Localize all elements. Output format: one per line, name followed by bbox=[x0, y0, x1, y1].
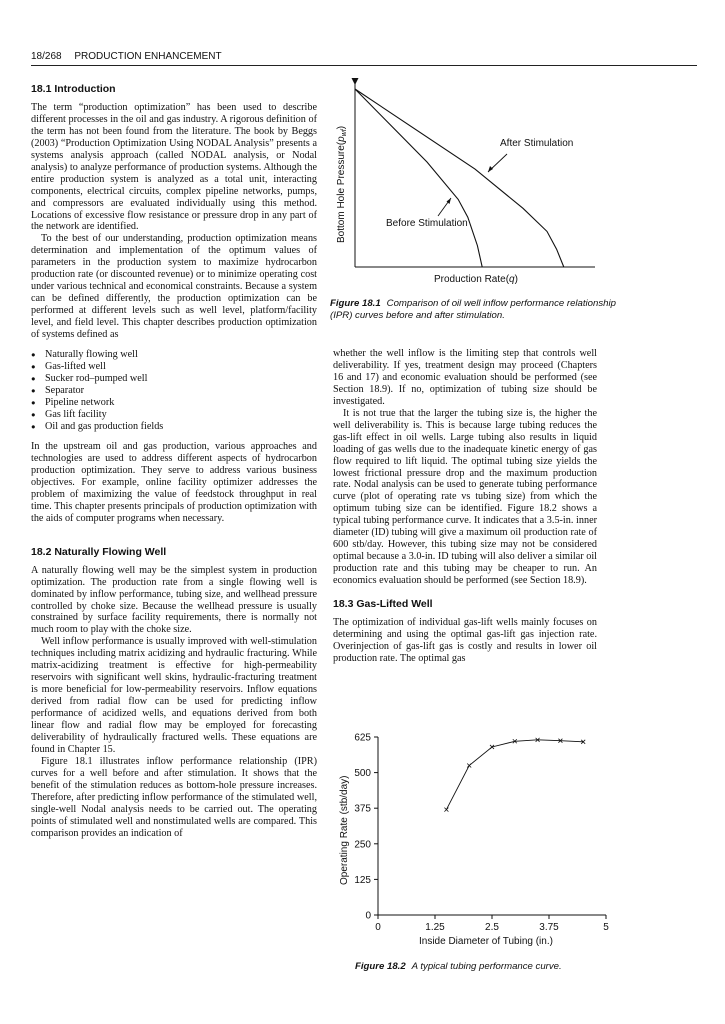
paragraph: To the best of our understanding, production optimization means determination and implementation of the optimum values of parameters in the production system to maximize hydrocarbon production rate (or discounted revenue) or to minimize operating cost under various technical and economical constraints. Because a system can be defined differently, the production optimization can be performed at different levels such as well level, platform/facility level, and field level. This chapter describes production optimization of systems defined as bbox=[31, 233, 317, 341]
list-item: ● Gas lift facility bbox=[31, 409, 317, 421]
x-axis-label: Inside Diameter of Tubing (in.) bbox=[419, 936, 553, 947]
axes bbox=[354, 733, 609, 934]
page-number: 18/268 bbox=[31, 51, 62, 62]
right-column bbox=[333, 348, 597, 665]
figure-18-1-chart bbox=[330, 78, 610, 290]
y-axis-label: Operating Rate (stb/day) bbox=[339, 775, 350, 885]
figure-18-2-caption bbox=[355, 961, 635, 973]
y-axis-label: Bottom Hole $Pressure(p_{wf})$ bbox=[336, 125, 348, 243]
y-tick-label: 375 bbox=[354, 803, 371, 815]
list-item: ● Separator bbox=[31, 385, 317, 397]
figure-label: Figure 18.1 bbox=[330, 298, 381, 309]
data-point bbox=[444, 808, 448, 812]
caption-text: Comparison of oil well inflow performance relationship (IPR) curves before and after stimulation. bbox=[330, 298, 616, 321]
list-item: ● Oil and gas production fields bbox=[31, 421, 317, 433]
bullet-list bbox=[31, 349, 317, 433]
arrowhead bbox=[488, 166, 493, 172]
figure-18-1-caption bbox=[330, 298, 630, 322]
figure-label: Figure 18.2 bbox=[355, 961, 406, 972]
paragraph: The term “production optimization” has been used to describe different processes in the oil and gas industry. A rigorous definition of the term has not been found from the literature. The book by Beggs (2003) “Production Optimization Using NODAL Analysis” presents a systems analysis approach (called NODAL analysis, or Nodal analysis) to analyze performance of production systems. Although the entire production system is analyzed as a total unit, interacting components, electrical circuits, complex pipeline networks, pumps, and compressors are evaluated individually using this method. Locations of excessive flow resistance or pressure drop in any part of the network are identified. bbox=[31, 101, 317, 233]
left-column bbox=[31, 84, 317, 840]
section-heading-naturally-flowing-well: 18.2 Naturally Flowing Well bbox=[31, 545, 167, 558]
paragraph: It is not true that the larger the tubing size is, the higher the well deliverability is. This is because large tubing reduces the gas-lift effect in oil wells. Large tubing also results in liquid loading of gas wells due to the inadequate kinetic energy of gas flow required to lift liquid. The optimal tubing size yields the lowest frictional pressure drop and the maximum production rate. Nodal analysis can be used to generate tubing performance curve (plot of operating rate vs tubing size) from which the optimum tubing size can be identified. Figure 18.2 shows a typical tubing performance curve. It indicates that a 3.5-in. inner diameter (ID) tubing will give a maximum oil production rate of 600 stb/day. However, this tubing size may not be considered optimal because a 3.0-in. ID tubing will also deliver a similar oil production rate and this tubing may be cheaper to run. An economics evaluation should be performed (see Section 18.9). bbox=[333, 407, 597, 587]
annotation-after-stimulation: After Stimulation bbox=[500, 138, 574, 149]
paragraph: In the upstream oil and gas production, various approaches and technologies are used to address different aspects of hydrocarbon production optimization. They serve to address various business objectives. For example, online facility optimizer addresses the problem of maximizing the value of feedstock throughput in real time. This chapter presents principals of production optimization with the aids of computer programs when necessary. bbox=[31, 441, 317, 524]
after-stimulation-curve bbox=[355, 89, 564, 267]
list-item: ● Gas-lifted well bbox=[31, 361, 317, 373]
caption-text: A typical tubing performance curve. bbox=[411, 961, 562, 972]
x-tick-label: 0 bbox=[375, 922, 381, 933]
paragraph: Figure 18.1 illustrates inflow performance relationship (IPR) curves for a well before and after stimulation. It shows that the benefit of the stimulation reduces as bottom-hole pressure increases. Therefore, after predicting inflow performance of the stimulated well, single-well Nodal analysis needs to be carried out. The operating points of stimulated well and nonstimulated wells are compared. This comparison provides an indication of bbox=[31, 755, 317, 839]
y-tick-label: 625 bbox=[354, 732, 371, 744]
operating-rate-line bbox=[446, 740, 583, 810]
series bbox=[444, 738, 585, 812]
x-axis-label: Production Rate(q) bbox=[434, 274, 518, 285]
section-heading-gas-lifted-well: 18.3 Gas-Lifted Well bbox=[333, 598, 433, 611]
paragraph: A naturally flowing well may be the simplest system in production optimization. The production rate from a single flowing well is dominated by inflow performance, tubing size, and wellhead pressure controlled by choke size. Because the wellhead pressure is usually constrained by surface facility requirements, there is normally not much room to play with the choke size. bbox=[31, 564, 317, 636]
paragraph: Well inflow performance is usually improved with well-stimulation techniques including matrix acidizing and hydraulic fracturing. While matrix-acidizing treatment is effective for high-permeability reservoirs with significant well skins, hydraulic-fracturing treatment is more beneficial for low-permeability reservoirs. Inflow equations derived from radial flow can be used for predicting inflow performance of acidized wells, and equations derived from both linear flow and radial flow may be employed for forecasting deliverability of hydraulically fractured wells. These equations are found in Chapter 15. bbox=[31, 636, 317, 755]
annotation-before-stimulation: Before Stimulation bbox=[386, 218, 468, 229]
y-tick-label: 0 bbox=[365, 910, 371, 922]
y-tick-label: 250 bbox=[354, 839, 371, 851]
figure-18-2-chart bbox=[332, 725, 622, 950]
y-tick-label: 500 bbox=[354, 768, 371, 780]
running-header bbox=[31, 51, 697, 66]
x-tick-label: 1.25 bbox=[425, 922, 445, 933]
y-tick-label: 125 bbox=[354, 874, 371, 886]
before-stimulation-curve bbox=[355, 89, 482, 267]
data-point bbox=[467, 763, 471, 767]
list-item: ● Sucker rod–pumped well bbox=[31, 373, 317, 385]
x-tick-label: 2.5 bbox=[485, 922, 499, 933]
header-title: PRODUCTION ENHANCEMENT bbox=[74, 51, 222, 62]
x-tick-label: 3.75 bbox=[539, 922, 559, 933]
paragraph: whether the well inflow is the limiting step that controls well deliverability. If yes, treatment design may proceed (Chapters 16 and 17) and economic evaluation should be performed (see Section 18.9). If no, optimization of tubing size should be investigated. bbox=[333, 348, 597, 407]
x-tick-label: 5 bbox=[603, 922, 609, 933]
section-heading-introduction: 18.1 Introduction bbox=[31, 83, 116, 95]
list-item: ● Naturally flowing well bbox=[31, 349, 317, 361]
list-item: ● Pipeline network bbox=[31, 397, 317, 409]
paragraph: The optimization of individual gas-lift wells mainly focuses on determining and using the optimal gas-lift gas injection rate. Overinjection of gas-lift gas is costly and results in lower oil production rate. The optimal gas bbox=[333, 617, 597, 664]
